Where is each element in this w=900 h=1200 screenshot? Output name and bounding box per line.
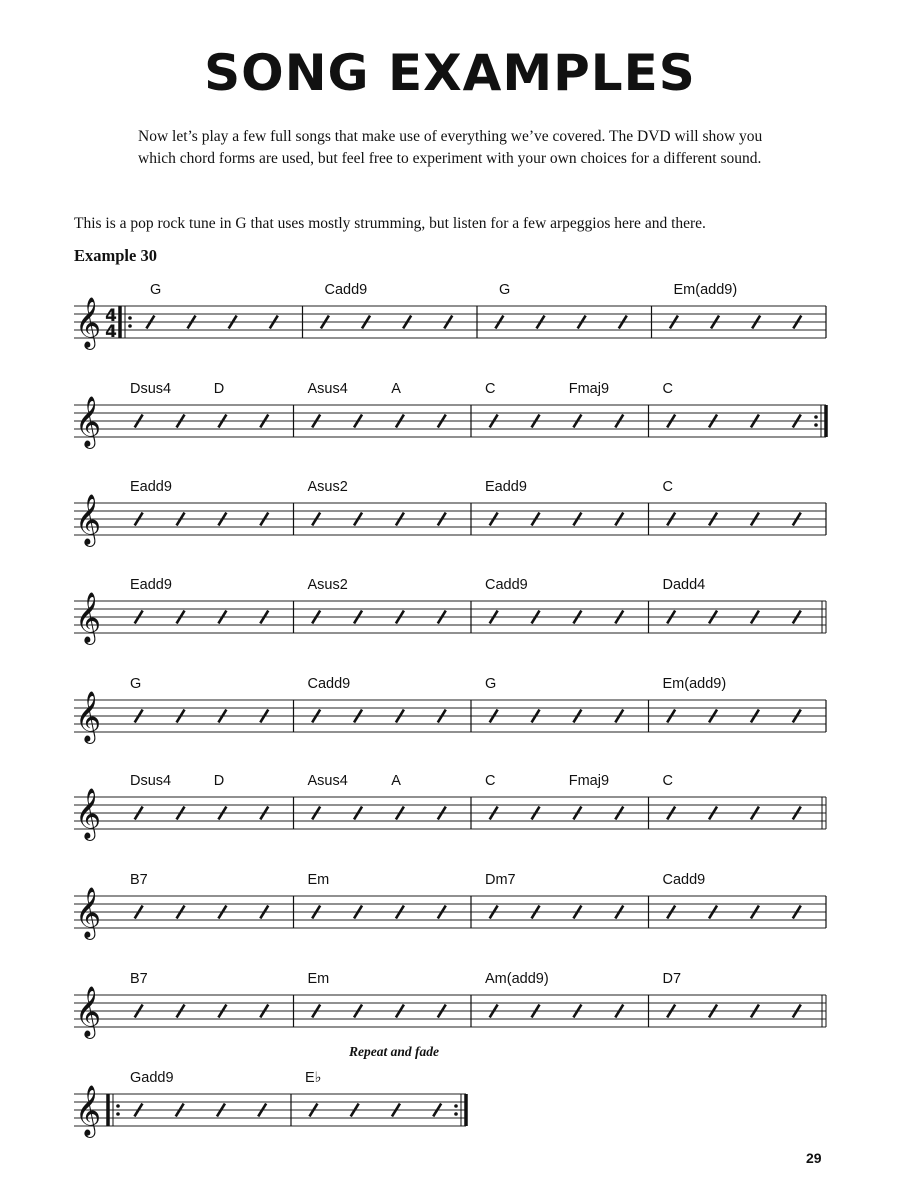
performance-direction: Repeat and fade [349,1044,439,1059]
chord-symbol: E♭ [305,1070,322,1086]
treble-clef-icon: 𝄞 [75,494,102,545]
treble-clef-icon: 𝄞 [75,592,102,643]
chord-symbol: B7 [130,872,148,888]
chord-symbol: Dsus4 [130,381,172,397]
page-number: 29 [806,1150,822,1166]
chord-symbol: C [662,381,673,397]
chord-symbol: Gadd9 [130,1070,174,1086]
chord-symbol: Dm7 [485,872,516,888]
chord-symbol: Cadd9 [485,577,528,593]
chord-symbol: Em [307,872,330,888]
staff-system [0,971,900,1061]
repeat-dot [814,415,818,419]
time-signature-top: 4 [105,306,117,326]
treble-clef-icon: 𝄞 [75,986,102,1037]
chord-symbol: Em [307,971,330,987]
treble-clef-icon: 𝄞 [75,788,102,839]
chord-symbol: Em(add9) [662,676,727,692]
treble-clef-icon: 𝄞 [75,396,102,447]
chord-symbol: Fmaj9 [568,381,610,397]
chord-symbol: D7 [662,971,682,987]
chord-symbol: G [150,282,162,298]
time-signature-bottom: 4 [105,322,117,342]
chord-symbol: A [391,381,401,397]
chord-symbol: C [485,773,496,789]
repeat-dot [128,324,132,328]
staff-system [0,1044,900,1160]
repeat-dot [128,316,132,320]
chord-symbol: Cadd9 [324,282,368,298]
repeat-dot [814,423,818,427]
chord-symbol: Em(add9) [673,282,738,298]
chord-symbol: C [485,381,496,397]
chord-symbol: Dsus4 [130,773,172,789]
chord-symbol: G [130,676,142,692]
chord-symbol: Asus4 [307,381,348,397]
chord-symbol: Cadd9 [662,872,706,888]
example-label: Example 30 [74,246,157,265]
staff-system [0,479,900,569]
page-title: SONG EXAMPLES [204,44,696,102]
chord-symbol: C [662,773,673,789]
chord-symbol: C [662,479,673,495]
chord-symbol: Eadd9 [130,577,172,593]
intro-paragraph: Now let’s play a few full songs that make use of everything we’ve covered. The DVD will show you which chord forms are used, but feel free to experiment with your own choices for a different sound. [138,128,763,167]
chord-symbol: A [391,773,401,789]
chord-symbol: Eadd9 [485,479,527,495]
chord-symbol: Asus2 [307,577,348,593]
staff-system [0,282,900,372]
staff-system [0,872,900,962]
chord-symbol: D [213,773,225,789]
chord-symbol: Fmaj9 [568,773,610,789]
chord-symbol: Asus4 [307,773,348,789]
staff-system [0,676,900,766]
staff-system [0,381,900,471]
chord-symbol: Dadd4 [662,577,706,593]
chord-symbol: D [213,381,225,397]
repeat-dot [116,1104,120,1108]
treble-clef-icon: 𝄞 [75,887,102,938]
repeat-dot [454,1104,458,1108]
staff [0,282,900,372]
repeat-dot [454,1112,458,1116]
chord-symbol: B7 [130,971,148,987]
chord-symbol: Am(add9) [485,971,549,987]
treble-clef-icon: 𝄞 [75,691,102,742]
staff-system [0,773,900,863]
treble-clef-icon: 𝄞 [75,297,102,348]
chord-symbol: Eadd9 [130,479,172,495]
chord-symbol: Asus2 [307,479,348,495]
repeat-dot [116,1112,120,1116]
chord-symbol: G [499,282,511,298]
treble-clef-icon: 𝄞 [75,1085,102,1136]
chord-symbol: Cadd9 [307,676,351,692]
example-description: This is a pop rock tune in G that uses mostly strumming, but listen for a few arpeggios here and there. [74,215,706,232]
chord-symbol: G [485,676,497,692]
staff-system [0,577,900,667]
